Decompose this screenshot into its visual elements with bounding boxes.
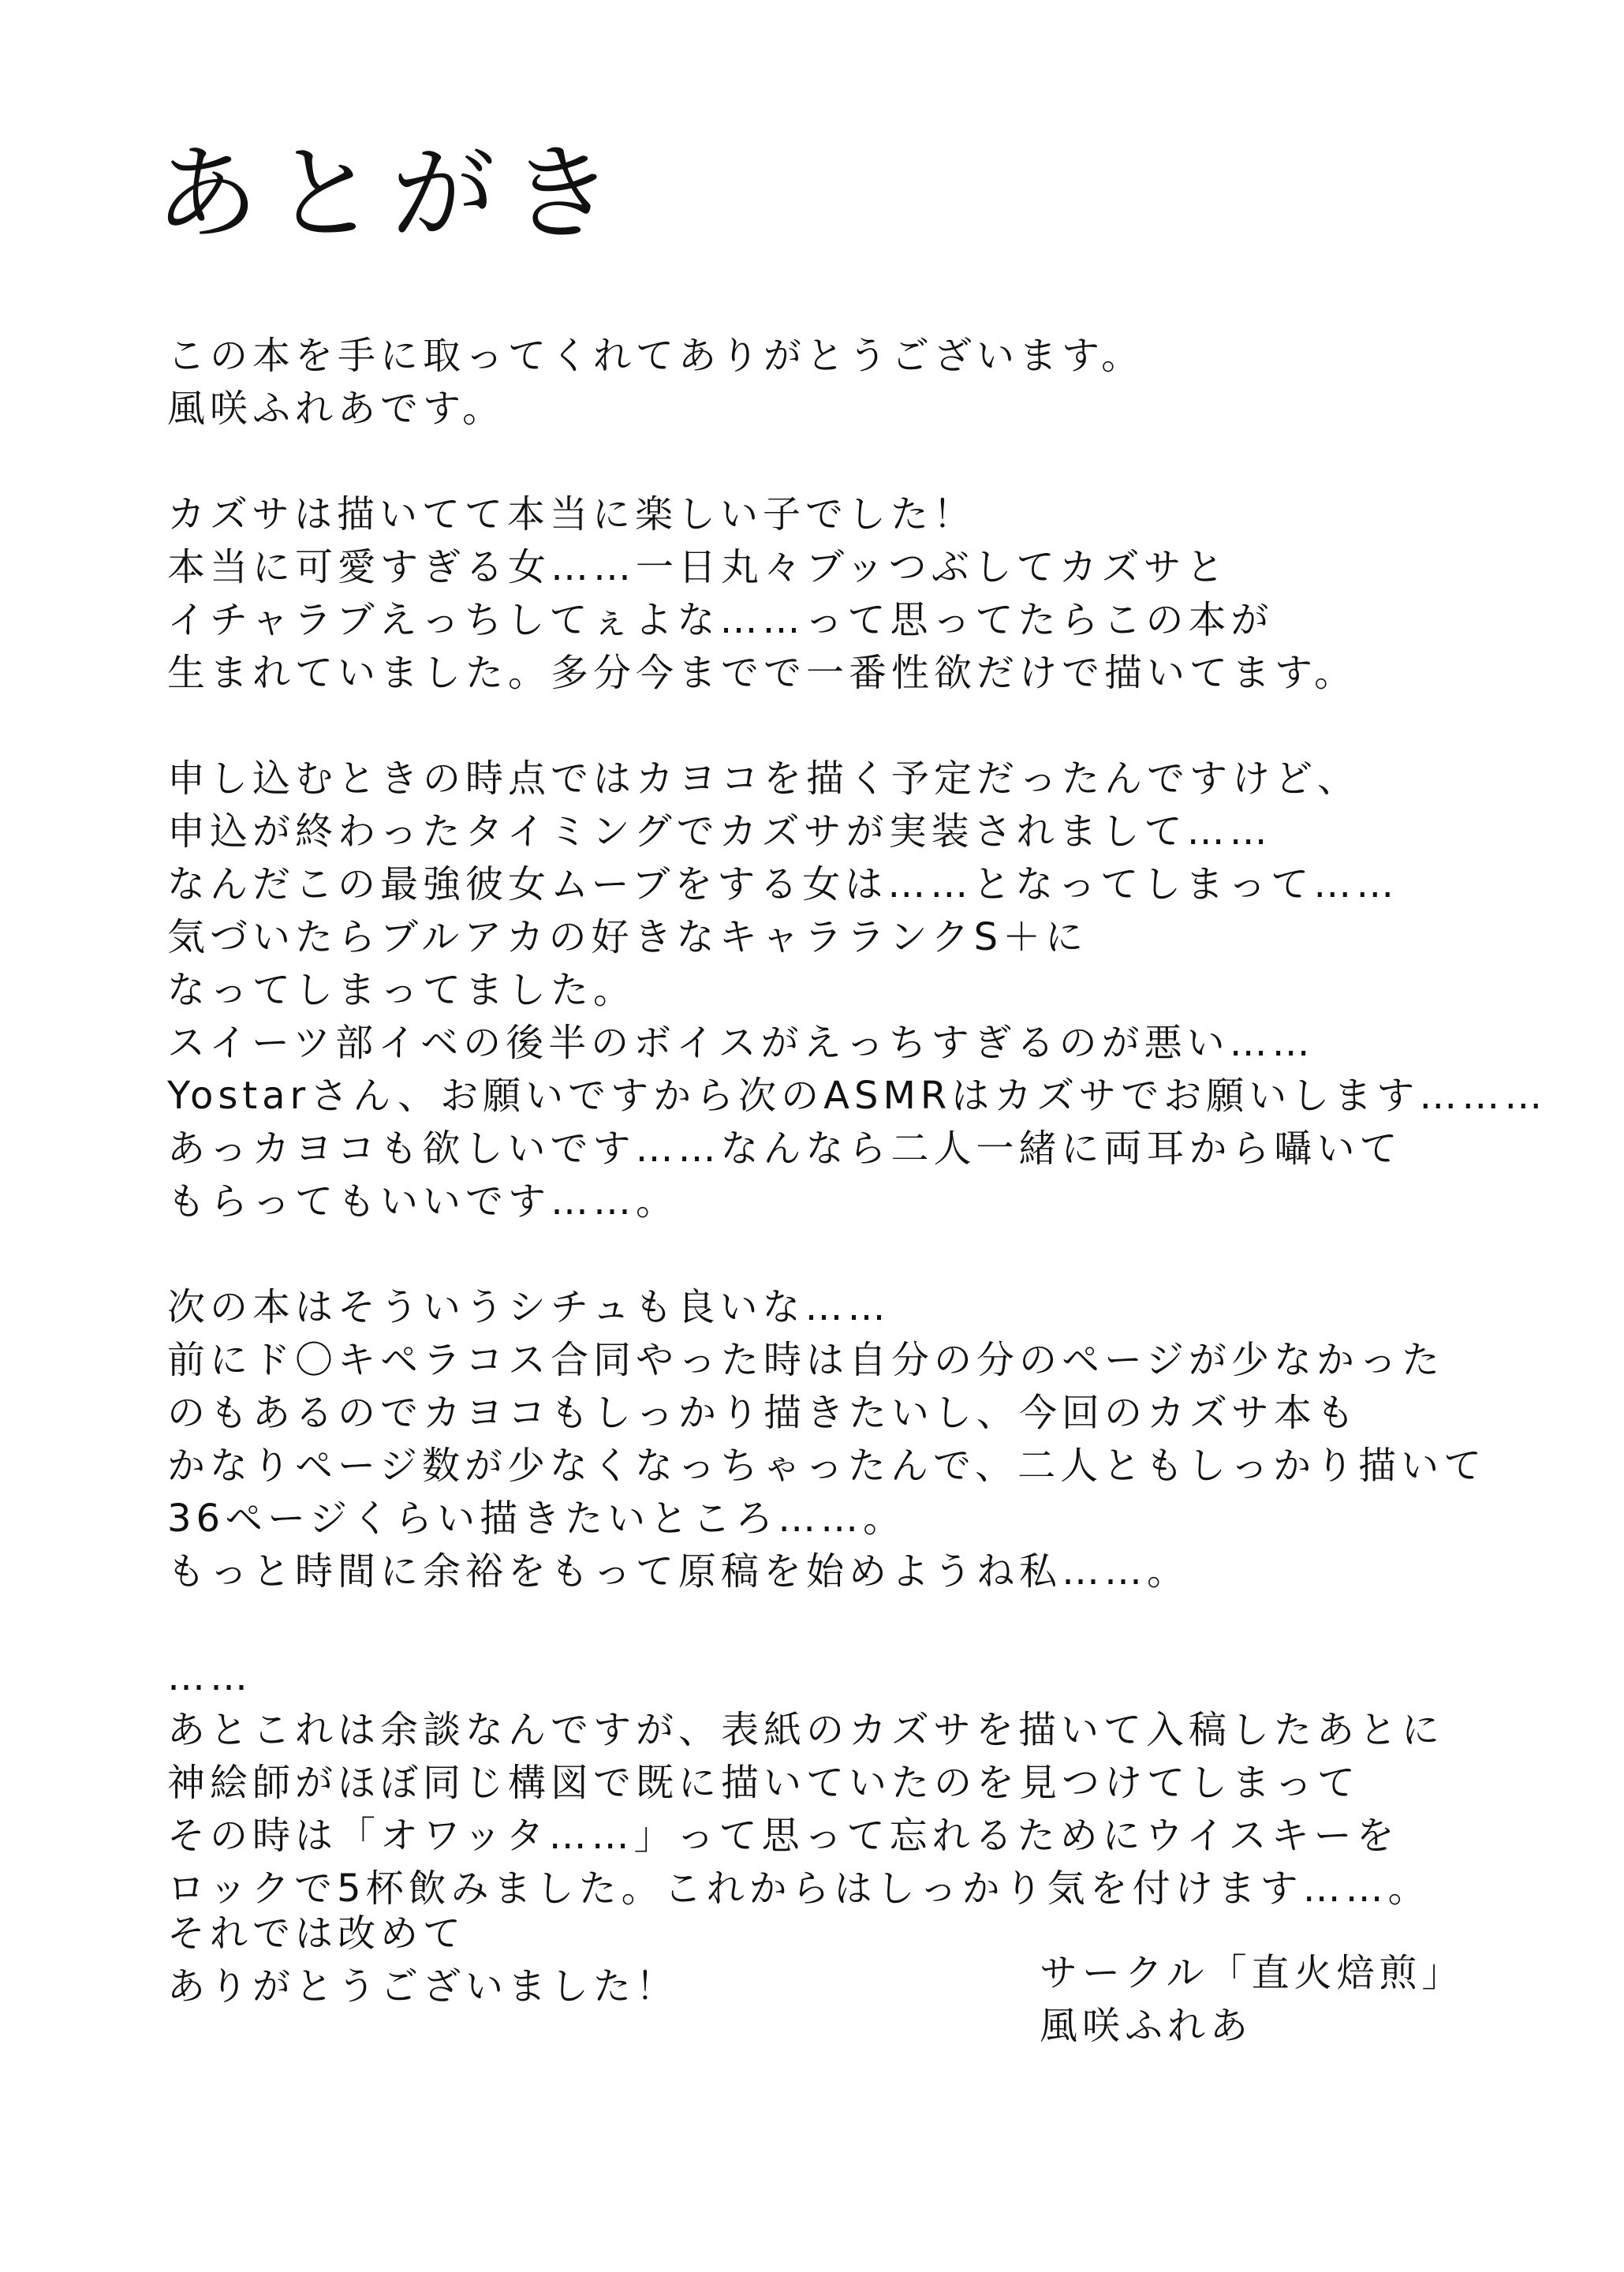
text-line: ありがとうございました！ [167,1964,679,2009]
paragraph-background [167,753,1547,1228]
text-line: スイーツ部イベの後半のボイスがえっちすぎるのが悪い…… [167,1021,1315,1065]
circle-name: サークル「直火焙煎」 [1040,1951,1465,1995]
text-line: もらってもいいです……。 [167,1179,679,1224]
paragraph-aside [167,1651,1508,1915]
text-line: 神絵師がほぼ同じ構図で既に描いていたのを見つけてしまって [167,1761,1361,1805]
text-line: この本を手に取ってくれてありがとうございます。 [167,334,1144,378]
text-line: あとこれは余談なんですが、表紙のカズサを描いて入稿したあとに [167,1708,1445,1752]
paragraph-next-book [167,1281,1508,1598]
closing-message [167,1908,678,2013]
text-line: Yostarさん、お願いですから次のASMRはカズサでお願いします……… [167,1074,1547,1118]
author-name: 風咲ふれあ [1040,2004,1253,2048]
text-line: 風咲ふれあです。 [167,387,506,431]
text-line: 申し込むときの時点ではカヨコを描く予定だったんですけど、 [167,757,1361,801]
text-line: …… [167,1655,252,1699]
paragraph-greeting [167,330,1508,435]
text-line: ロックで5杯飲みました。これからはしっかり気を付けます……。 [167,1867,1431,1911]
text-line: 本当に可愛すぎる女……一日丸々ブッつぶしてカズサと [167,545,1229,589]
text-line: なんだこの最強彼女ムーブをする女は……となってしまって…… [167,862,1399,906]
text-line: 前にド〇キペラコス合同やった時は自分の分のページが少なかった [167,1338,1445,1382]
paragraph-kazusa [167,488,1508,700]
text-line: カズサは描いてて本当に楽しい子でした！ [167,492,976,536]
text-line: なってしまってました。 [167,968,637,1012]
text-line: のもあるのでカヨコもしっかり描きたいし、今回のカズサ本も [167,1391,1360,1435]
page-title: あとがき [155,133,628,255]
afterword-body [167,330,1547,1968]
text-line: 申込が終わったタイミングでカズサが実装されまして…… [167,809,1272,854]
text-line: イチャラブえっちしてぇよな……って思ってたらこの本が [167,598,1274,642]
text-line: もっと時間に余裕をもって原稿を始めようね私……。 [167,1549,1190,1594]
text-line: 36ページくらい描きたいところ……。 [167,1497,906,1541]
text-line: それでは改めて [167,1911,466,1956]
text-line: あっカヨコも欲しいです……なんなら二人一緒に両耳から囁いて [167,1127,1402,1171]
text-line: かなりページ数が少なくなっちゃったんで、二人ともしっかり描いて [167,1444,1487,1488]
text-line: その時は「オワッタ……」って思って忘れるためにウイスキーを [167,1814,1399,1858]
text-line: 次の本はそういうシチュも良いな…… [167,1285,890,1329]
signature-block [1040,1947,1465,2053]
text-line: 気づいたらブルアカの好きなキャラランクS＋に [167,915,1088,959]
text-line: 生まれていました。多分今までで一番性欲だけで描いてます。 [167,651,1357,695]
